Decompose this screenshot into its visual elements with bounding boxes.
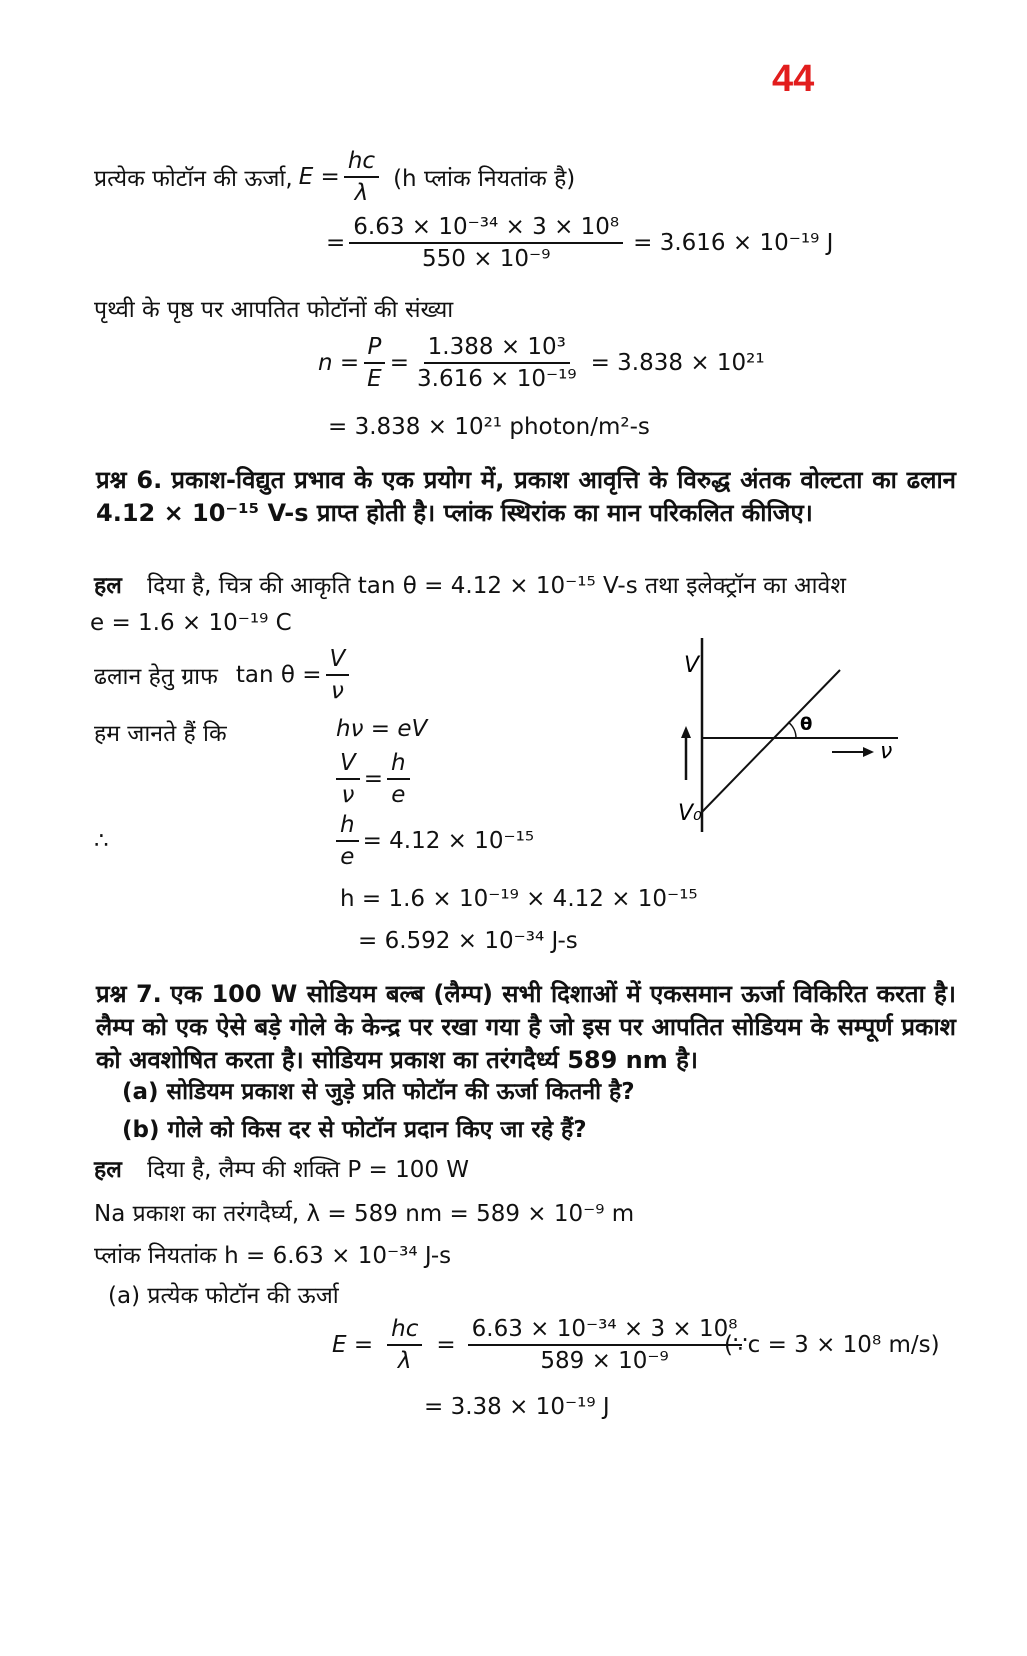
energy-calc-fraction [349, 214, 623, 272]
h-over-e-value: = 4.12 × 10⁻¹⁵ [362, 828, 535, 854]
q7-hc: hc [387, 1316, 422, 1346]
q7-result: = 3.38 × 10⁻¹⁹ J [424, 1394, 610, 1420]
v-over-nu-2 [336, 750, 360, 808]
energy-calc-result: = 3.616 × 10⁻¹⁹ J [633, 230, 834, 256]
h-result: = 6.592 × 10⁻³⁴ J-s [358, 928, 578, 954]
q7-wavelength: Na प्रकाश का तरंगदैर्घ्य, λ = 589 nm = 589 × 10⁻⁹ m [94, 1201, 635, 1227]
therefore-symbol: ∴ [94, 828, 109, 854]
hv-equals-ev: hν = eV [336, 716, 428, 742]
tan-theta: tan θ = [235, 662, 322, 688]
graph-line [702, 670, 840, 812]
hc-numerator: hc [344, 148, 379, 178]
q7-hc-over-lambda [387, 1316, 422, 1374]
q7-planck: प्लांक नियतांक h = 6.63 × 10⁻³⁴ J-s [94, 1243, 452, 1269]
energy-symbol: E = [298, 164, 340, 190]
slope-label: ढलान हेतु ग्राफ [94, 664, 218, 690]
hc-over-lambda [344, 148, 379, 206]
q7-part-a: (a) सोडियम प्रकाश से जुड़े प्रति फोटॉन की ऊर्जा कितनी है? [122, 1079, 635, 1105]
energy-calc-denominator: 550 × 10⁻⁹ [422, 246, 551, 272]
h-calc: h = 1.6 × 10⁻¹⁹ × 4.12 × 10⁻¹⁵ [340, 886, 698, 912]
photon-flux-result: = 3.838 × 10²¹ photon/m²-s [328, 414, 650, 440]
q7-energy-label: (a) प्रत्येक फोटॉन की ऊर्जा [108, 1283, 339, 1309]
e-den-3: e [340, 844, 355, 870]
p-numerator: P [364, 334, 386, 364]
energy-calc-line: = $\frac{\text{6.63 × 10⁻³⁴ × 3 × 10⁸}}{\text{550 × 10⁻⁹}}$ = 3.616 × 10⁻¹⁹ J [326, 214, 834, 272]
energy-formula-line [94, 148, 575, 206]
v-over-nu [326, 646, 350, 704]
energy-intro: प्रत्येक फोटॉन की ऊर्जा, [94, 166, 293, 192]
theta-arc [788, 722, 796, 738]
q6-given-line [94, 568, 846, 600]
page-number: 44 [772, 58, 815, 100]
photon-count-label: पृथ्वी के पृष्ठ पर आपतित फोटॉनों की संख्या [94, 297, 454, 323]
q7-equals: = [436, 1332, 456, 1358]
q7-given-line [94, 1152, 469, 1184]
h-over-e-2 [336, 812, 359, 870]
nu-den-2: ν [341, 782, 355, 808]
question-6 [96, 464, 956, 530]
graph-theta-label: θ [800, 714, 813, 735]
photon-count-numerator: 1.388 × 10³ [424, 334, 570, 364]
e-denominator: E [367, 366, 382, 392]
question-7-label: प्रश्न 7. [96, 980, 162, 1008]
p-over-e [363, 334, 386, 392]
stopping-voltage-graph [660, 630, 910, 840]
right-arrow-icon [863, 747, 874, 757]
v-numerator: V [326, 646, 350, 676]
photon-count-formula: n = $\frac{P}{E}$ = $\frac{\text{1.388 × 10³}}{\text{3.616 × 10⁻¹⁹}}$ = 3.838 × 10²¹ [318, 334, 765, 392]
photon-count-result: = 3.838 × 10²¹ [590, 350, 765, 376]
up-arrow-icon [681, 726, 691, 738]
q7-part-b: (b) गोले को किस दर से फोटॉन प्रदान किए जा रहे हैं? [122, 1117, 587, 1143]
q7-calc-fraction [468, 1316, 742, 1374]
q6-given: दिया है, चित्र की आकृति tan θ = 4.12 × 10⁻¹⁵ V-s तथा इलेक्ट्रॉन का आवेश [147, 573, 846, 599]
photon-count-denominator: 3.616 × 10⁻¹⁹ [417, 366, 577, 392]
q6-solution-label: हल [94, 573, 122, 599]
nu-denominator: ν [330, 678, 344, 704]
slope-line [94, 646, 353, 704]
v-num-2: V [336, 750, 360, 780]
q7-lambda: λ [397, 1348, 412, 1374]
q7-calc-denominator: 589 × 10⁻⁹ [540, 1348, 669, 1374]
h-over-e-line [336, 812, 534, 870]
q7-solution-label: हल [94, 1157, 122, 1183]
h-num-2: h [336, 812, 359, 842]
energy-calc-numerator: 6.63 × 10⁻³⁴ × 3 × 10⁸ [349, 214, 623, 244]
lambda-denominator: λ [354, 180, 369, 206]
graph-v0-label: V₀ [678, 801, 702, 826]
question-7-text: एक 100 W सोडियम बल्ब (लैम्प) सभी दिशाओं में एकसमान ऊर्जा विकिरित करता है। लैम्प को एक ऐसे बड़े गोले के केन्द्र पर रखा गया है जो इस पर आपतित सोडियम के सम्पूर्ण प्रकाश को अवशोषित करता है। सोडियम प्रकाश का तरंगदैर्ध्य 589 nm है। [96, 980, 956, 1074]
e-denominator-2: e [391, 782, 406, 808]
q7-e-symbol: E = [332, 1332, 374, 1358]
electron-charge: e = 1.6 × 10⁻¹⁹ C [90, 610, 292, 636]
graph-x-label: ν [880, 739, 893, 764]
h-numerator: h [387, 750, 410, 780]
we-know-label: हम जानते हैं कि [94, 721, 227, 747]
question-6-label: प्रश्न 6. [96, 466, 163, 494]
graph-y-label: V [684, 653, 700, 678]
photon-count-fraction [413, 334, 581, 392]
question-7 [96, 978, 956, 1077]
q7-given: दिया है, लैम्प की शक्ति P = 100 W [147, 1157, 470, 1183]
q7-calc-numerator: 6.63 × 10⁻³⁴ × 3 × 10⁸ [468, 1316, 742, 1346]
planck-note: (h प्लांक नियतांक है) [393, 166, 576, 192]
n-symbol: n = [318, 350, 360, 376]
q7-energy-formula [332, 1316, 746, 1374]
question-6-text: प्रकाश-विद्युत प्रभाव के एक प्रयोग में, प्रकाश आवृत्ति के विरुद्ध अंतक वोल्टता का ढलान 4.12 × 10⁻¹⁵ V-s प्राप्त होती है। प्लांक स्थिरांक का मान परिकलित कीजिए। [96, 466, 957, 527]
v-nu-equals-h-e: $\frac{V}{\nu}$ = $\frac{h}{e}$ [336, 750, 414, 808]
h-over-e [387, 750, 410, 808]
speed-of-light-note: (∵c = 3 × 10⁸ m/s) [724, 1332, 940, 1358]
